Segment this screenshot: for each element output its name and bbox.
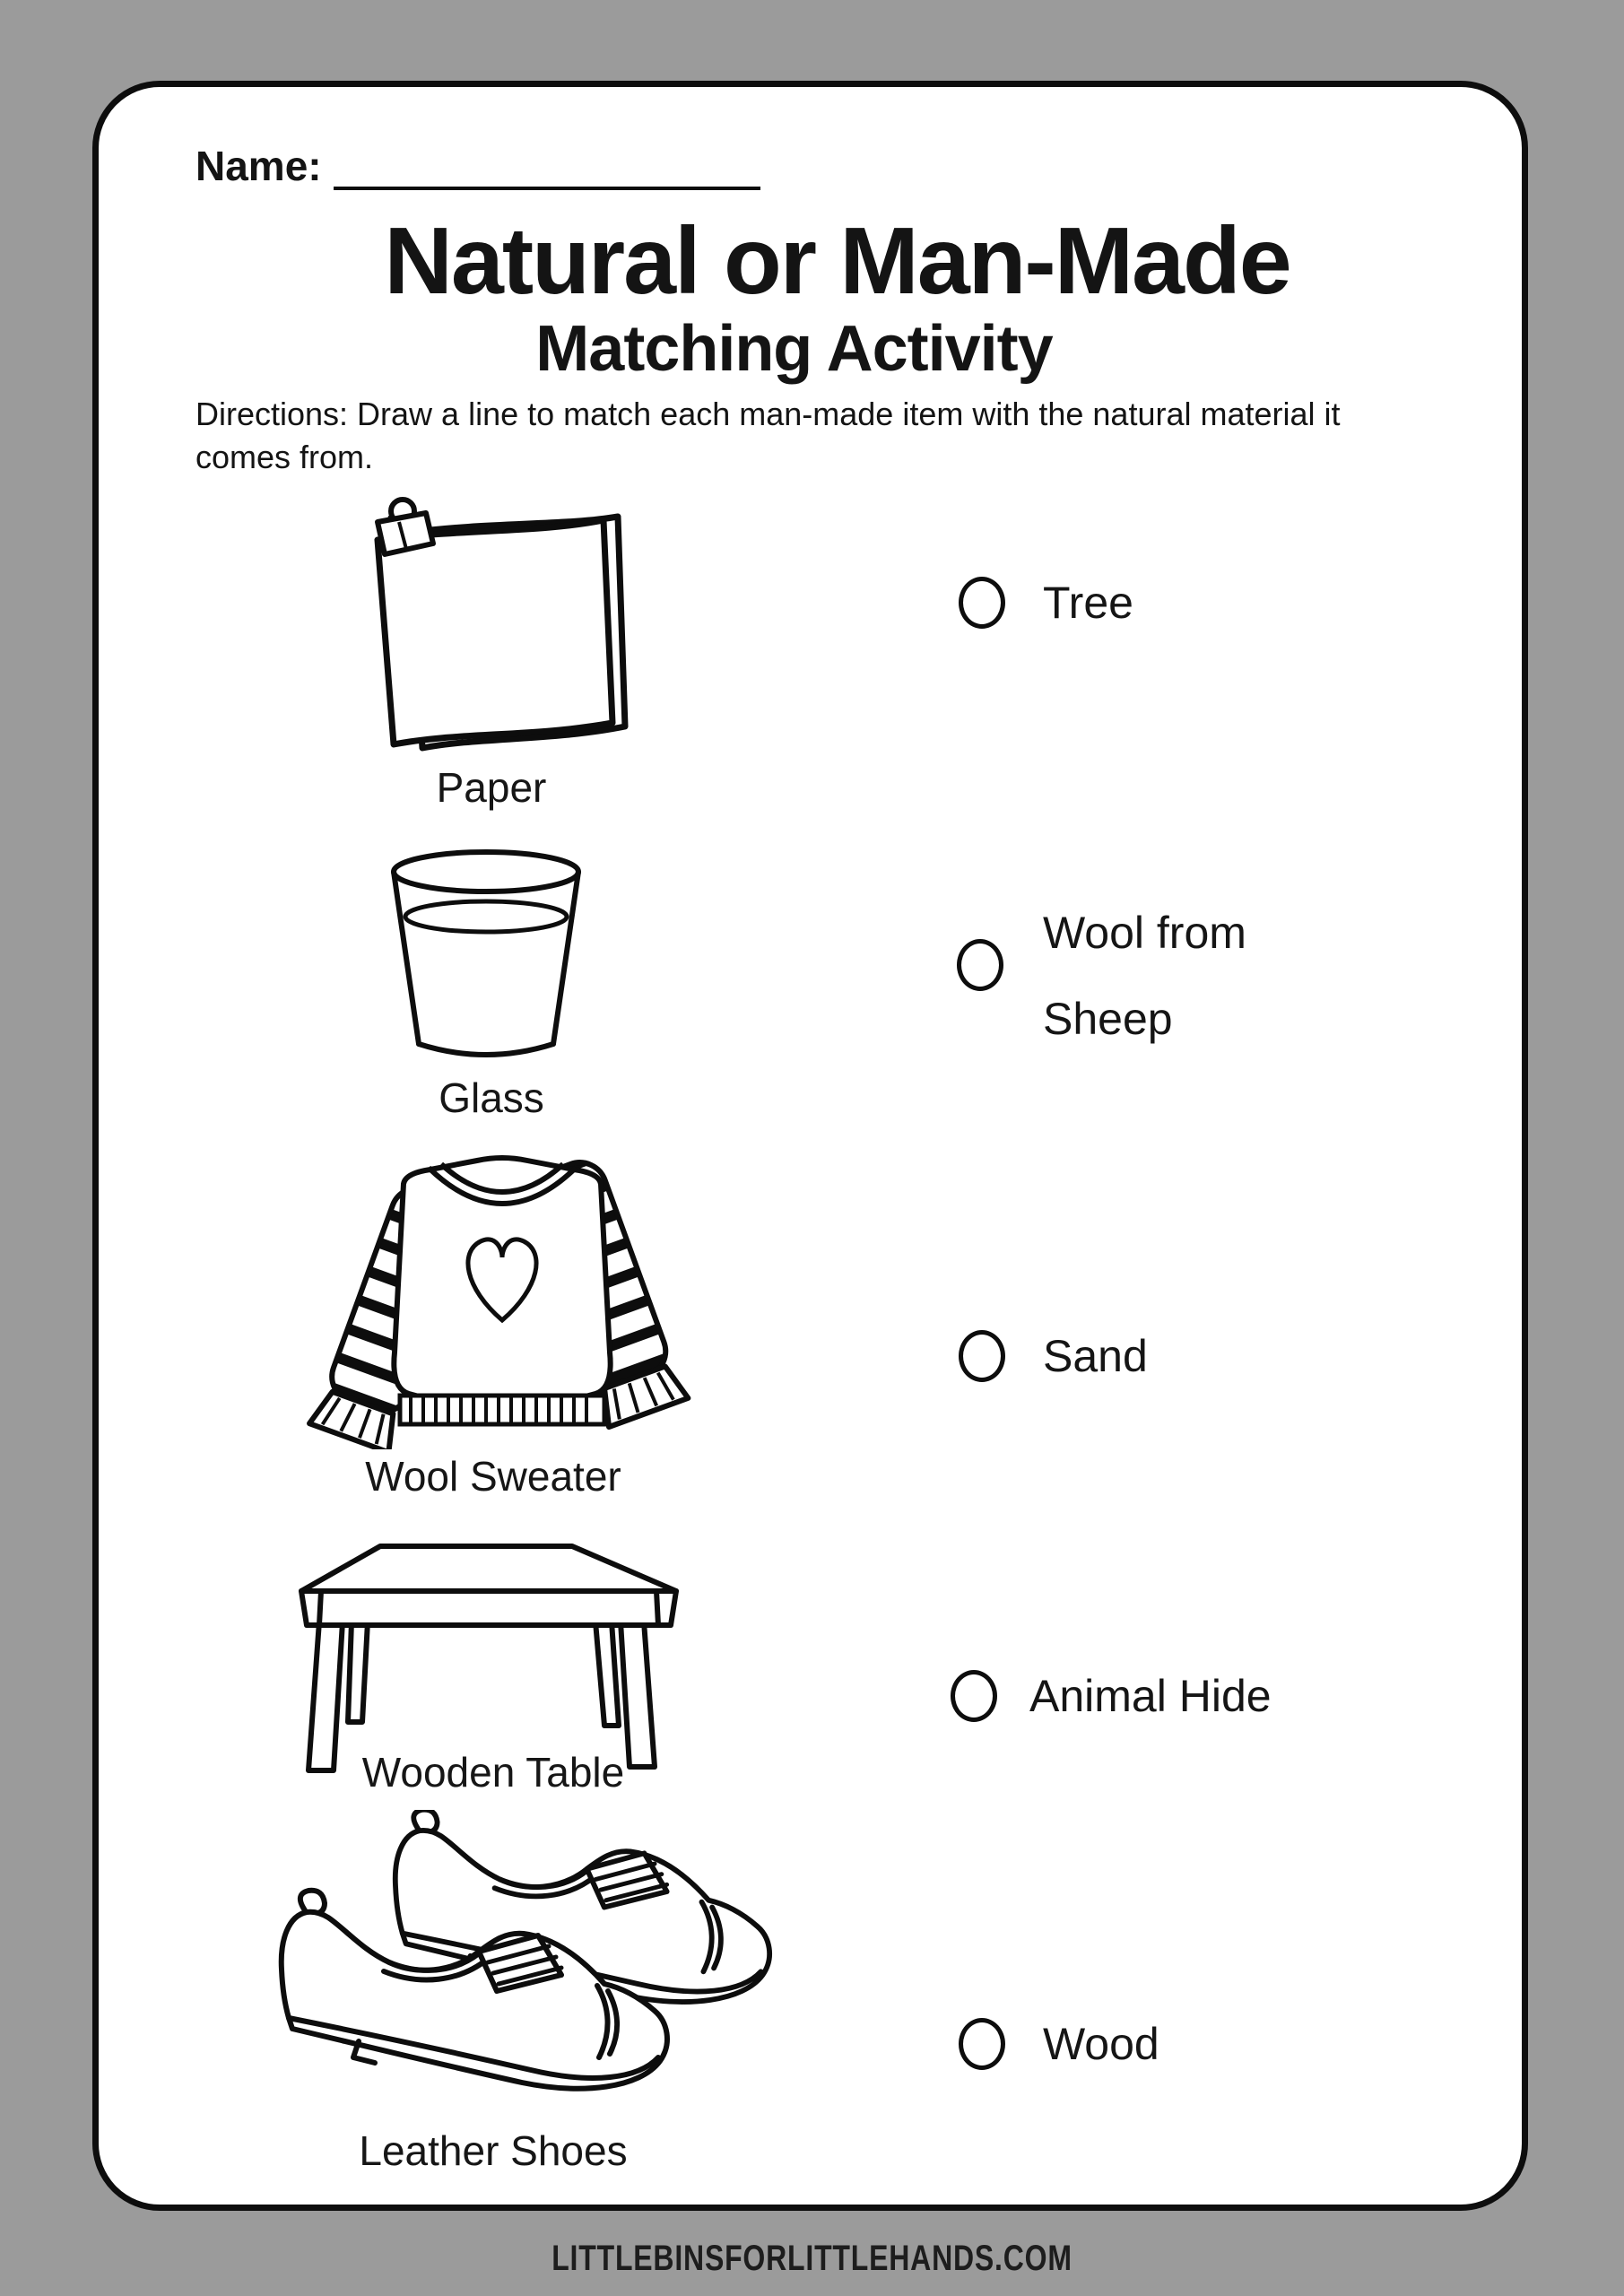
item-figure-sweater[interactable] [251, 1137, 753, 1449]
match-circle-tree[interactable] [959, 577, 1005, 629]
match-circle-wool-from-sheep[interactable] [957, 939, 1003, 991]
drinking-glass-icon [381, 845, 592, 1069]
directions-line-1: Directions: Draw a line to match each man-made item with the natural material it [195, 396, 1341, 432]
website-footer: LITTLEBINSFORLITTLEHANDS.COM [551, 2239, 1073, 2278]
match-circle-wood[interactable] [959, 2018, 1005, 2070]
item-figure-paper[interactable] [343, 491, 639, 774]
page-subtitle: Matching Activity [535, 313, 1053, 385]
item-label-paper: Paper [436, 764, 547, 811]
option-label-wool-from-sheep: Wool from Sheep [1043, 908, 1246, 1044]
option-label-wood: Wood [1043, 2019, 1159, 2069]
item-label-glass: Glass [439, 1074, 544, 1121]
item-figure-shoes[interactable] [262, 1810, 800, 2110]
option-label-tree: Tree [1043, 578, 1133, 628]
page-title: Natural or Man-Made [384, 208, 1290, 314]
option-label-animal-hide: Animal Hide [1029, 1671, 1272, 1721]
option-label-sand: Sand [1043, 1331, 1148, 1381]
item-label-shoes: Leather Shoes [359, 2127, 628, 2174]
four-leg-table-icon [265, 1539, 691, 1777]
striped-sweater-heart-icon [251, 1137, 753, 1449]
paper-stack-binder-clip-icon [343, 491, 639, 774]
item-label-table: Wooden Table [361, 1749, 625, 1796]
item-figure-table[interactable] [265, 1539, 691, 1777]
name-blank-line[interactable] [334, 187, 760, 196]
directions-text [195, 393, 1594, 479]
match-circle-animal-hide[interactable] [951, 1670, 997, 1722]
match-circle-sand[interactable] [959, 1330, 1005, 1382]
pair-of-lace-up-shoes-icon [262, 1810, 800, 2110]
item-label-sweater: Wool Sweater [365, 1453, 621, 1500]
directions-line-2: comes from. [195, 439, 374, 475]
name-label: Name: [195, 143, 322, 189]
item-figure-glass[interactable] [381, 845, 592, 1069]
